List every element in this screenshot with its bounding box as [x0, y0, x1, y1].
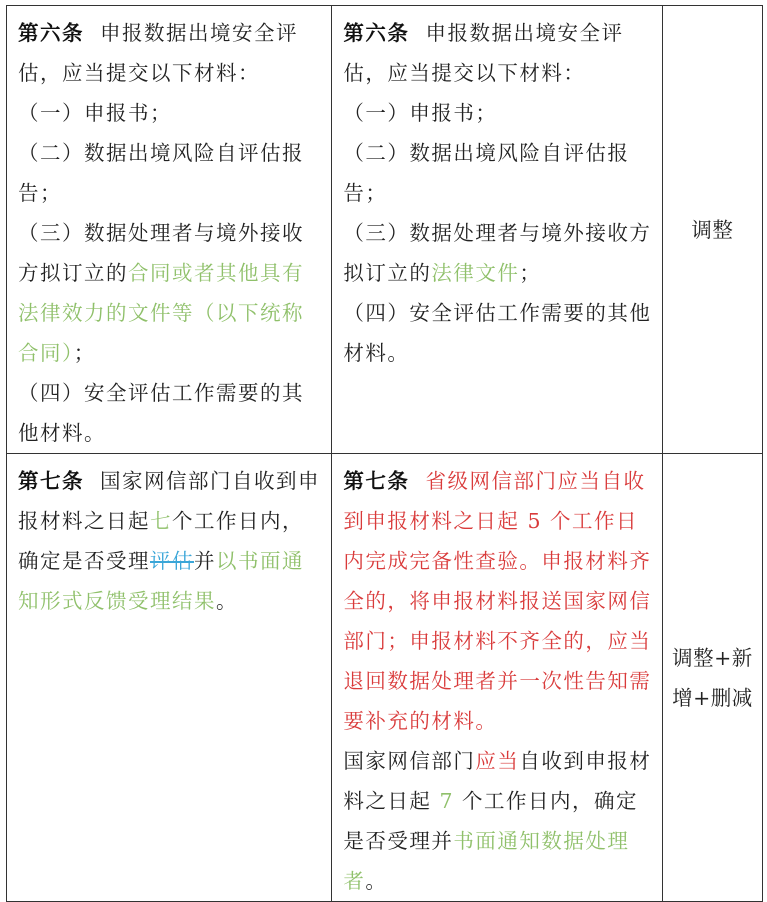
article-text: 自收到申报材料之日起 [343, 749, 652, 813]
article-text: 并 [194, 549, 216, 573]
highlighted-change: 7 [431, 789, 462, 813]
change-note-line: 增+删减 [672, 685, 753, 710]
article-heading: 第七条 [343, 469, 410, 493]
deleted-text: 评估 [150, 549, 194, 573]
list-item: （四）安全评估工作需要的其他材料。 [343, 301, 652, 365]
item-punct: ； [73, 341, 96, 365]
change-note-line: 调整+新 [672, 645, 753, 670]
article-text: 。 [365, 869, 388, 893]
list-item: （一）申报书； [343, 101, 498, 125]
old-article-7-cell [7, 454, 332, 902]
added-text: 省级网信部门应当自收到申报材料之日起 5 个工作日内完成完备性查验。申报材料齐全的，将申报材料报送国家网信部门；申报材料不齐全的，应当退回数据处理者并一次性告知需要补充的材料。 [343, 469, 652, 733]
article-heading: 第六条 [18, 21, 84, 45]
article-text: 个工作日内，确定是否受理 [18, 509, 304, 573]
table-row [7, 454, 763, 902]
highlighted-change: 书面通知数据处理者 [343, 829, 630, 893]
added-text: 应当 [475, 749, 520, 773]
list-item [18, 213, 323, 373]
article-text: 国家网信部门 [343, 749, 476, 773]
highlighted-change: 合同或者其他具有法律效力的文件等（以下统称合同） [18, 261, 304, 365]
list-item: （二）数据出境风险自评估报告； [343, 141, 630, 205]
article-heading: 第六条 [343, 21, 410, 45]
article-paragraph [343, 741, 653, 901]
new-article-6-cell [332, 6, 662, 454]
article-text: 个工作日内，确定是否受理并 [343, 789, 638, 853]
article-intro: 申报数据出境安全评估，应当提交以下材料： [343, 21, 624, 85]
change-note: 调整 [662, 6, 762, 454]
new-article-7-cell [332, 454, 662, 902]
list-item: （二）数据出境风险自评估报告； [18, 141, 304, 205]
item-text: （三）数据处理者与境外接收方拟订立的 [343, 221, 652, 285]
item-punct: ； [519, 261, 542, 285]
comparison-table [6, 5, 763, 902]
list-item: （四）安全评估工作需要的其他材料。 [18, 381, 304, 445]
change-note [662, 454, 762, 902]
item-text: （三）数据处理者与境外接收方拟订立的 [18, 221, 304, 285]
list-item [343, 213, 653, 293]
article-heading: 第七条 [18, 469, 84, 493]
highlighted-change: 以书面通知形式反馈受理结果 [18, 549, 304, 613]
article-text: 。 [216, 589, 238, 613]
list-item: （一）申报书； [18, 101, 172, 125]
old-article-6-cell [7, 6, 332, 454]
article-intro: 申报数据出境安全评估，应当提交以下材料： [18, 21, 299, 85]
table-row [7, 6, 763, 454]
article-text: 国家网信部门自收到申报材料之日起 [18, 469, 321, 533]
highlighted-change: 法律文件 [431, 261, 520, 285]
highlighted-change: 七 [150, 509, 172, 533]
